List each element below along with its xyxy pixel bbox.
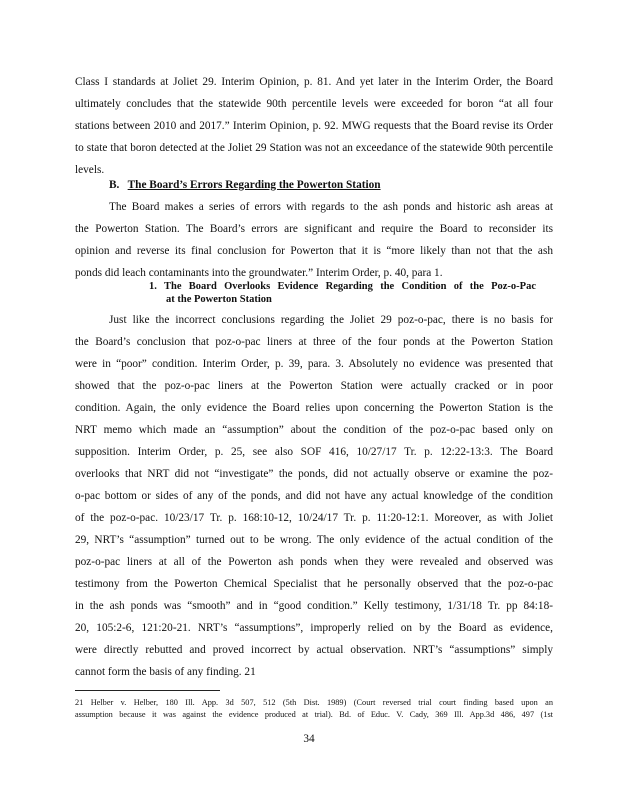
text-line: overlooks that NRT did not “investigate” the ponds, did not actually observe or examine the poz- (75, 468, 553, 480)
text-line: stations between 2010 and 2017.” Interim Opinion, p. 92. MWG requests that the Board revise its Order (75, 120, 553, 132)
text-line: 20, 105:2-6, 121:20-21. NRT’s “assumptions”, improperly relied on by the Board as evidence, (75, 622, 553, 634)
text-line: the Powerton Station. The Board’s errors are significant and require the Board to reconsider its (75, 223, 553, 235)
text-line: opinion and reverse its final conclusion for Powerton that it is “more likely than not that the ash (75, 245, 553, 257)
text-line: poz-o-pac liners at all of the Powerton ash ponds when they were revealed and observed was (75, 556, 553, 568)
text-line: NRT memo which made an “assumption” about the condition of the poz-o-pac based only on (75, 424, 553, 436)
text-line: Class I standards at Joliet 29. Interim Opinion, p. 81. And yet later in the Interim Order, the Board (75, 76, 553, 88)
text-line: the Board’s conclusion that poz-o-pac liners at three of the four ponds at the Powerton Station (75, 336, 553, 348)
text-line: Just like the incorrect conclusions regarding the Joliet 29 poz-o-pac, there is no basis for (109, 314, 553, 326)
section-label: B. (109, 179, 120, 191)
section-title: The Board’s Errors Regarding the Powerton Station (127, 179, 381, 191)
text-line: The Board makes a series of errors with regards to the ash ponds and historic ash areas at (109, 201, 553, 213)
text-line: to state that boron detected at the Joliet 29 Station was not an exceedance of the statewide 90th percentile (75, 142, 553, 154)
text-line: were directly rebutted and proved incorrect by actual observation. NRT’s “assumptions” simply (75, 644, 553, 656)
text-line: in the ash ponds was “smooth” and in “good condition.” Kelly testimony, 1/31/18 Tr. pp 84:18- (75, 600, 553, 612)
text-line: showed that the poz-o-pac liners at the Powerton Station were actually cracked or in poor (75, 380, 553, 392)
text-line: 29, NRT’s “assumption” turned out to be wrong. The only evidence of the actual condition of the (75, 534, 553, 546)
footnote-divider (75, 690, 220, 691)
text-line: levels. (75, 164, 105, 176)
text-line: testimony from the Powerton Chemical Specialist that he personally observed that the poz-o-pac (75, 578, 553, 590)
footnote-line: assumption because it was against the evidence produced at trial). Bd. of Educ. V. Cady, 369 Ill. App.3d 486, 497 (1st (75, 710, 553, 719)
text-line: were in “poor” condition. Interim Order, p. 39, para. 3. Absolutely no evidence was presented that (75, 358, 553, 370)
text-line: ponds did leach contaminants into the groundwater.” Interim Order, p. 40, para 1. (75, 267, 443, 279)
subsection-heading-line: at the Powerton Station (166, 294, 272, 305)
text-line: ultimately concludes that the statewide 90th percentile levels were exceeded for boron “at all four (75, 98, 553, 110)
section-heading-b (109, 178, 381, 192)
text-line: of the poz-o-pac. 10/23/17 Tr. p. 168:10-12, 10/24/17 Tr. p. 11:20-12:1. Moreover, as with Joliet (75, 512, 553, 524)
text-line: cannot form the basis of any finding. 21 (75, 666, 256, 678)
subsection-heading-line: 1. The Board Overlooks Evidence Regarding the Condition of the Poz-o-Pac (149, 281, 536, 292)
text-line: condition. Again, the only evidence the Board relies upon concerning the Powerton Station is the (75, 402, 553, 414)
text-line: o-pac bottom or sides of any of the ponds, and did not have any actual knowledge of the condition (75, 490, 553, 502)
page-number: 34 (303, 733, 315, 745)
footnote-line: 21 Helber v. Helber, 180 Ill. App. 3d 507, 512 (5th Dist. 1989) (Court reversed trial court finding based upon an (75, 698, 553, 707)
text-line: supposition. Interim Order, p. 25, see also SOF 416, 10/27/17 Tr. p. 12:22-13:3. The Board (75, 446, 553, 458)
